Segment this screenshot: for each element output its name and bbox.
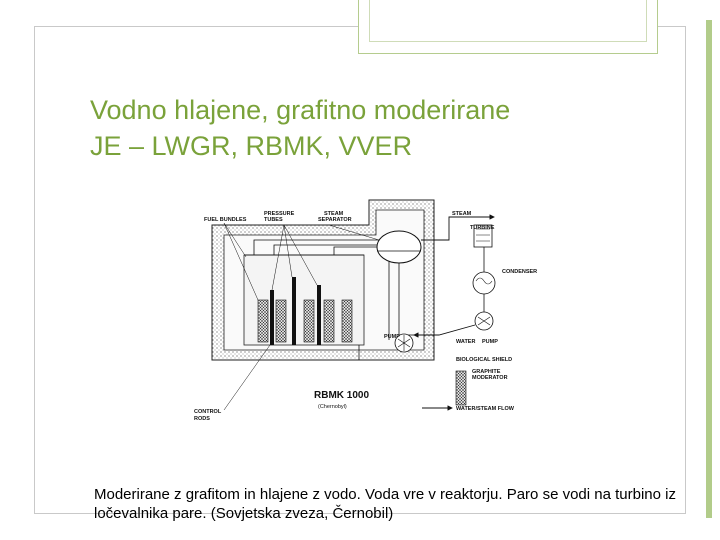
label-steam-separator-2: SEPARATOR [318,217,352,223]
rbmk-diagram [184,195,564,430]
decorative-tab-inner [369,0,647,42]
label-steam: STEAM [452,211,472,217]
label-pump-right: PUMP [482,339,498,345]
label-reactor-name: RBMK 1000 [314,390,370,401]
graphite-legend-swatch [456,371,466,405]
label-water-steam-flow: WATER/STEAM FLOW [456,406,514,412]
label-control-rods-2: RODS [194,416,210,422]
label-pump-left: PUMP [384,334,400,340]
slide-caption: Moderirane z grafitom in hlajene z vodo. Voda vre v reaktorju. Paro se vodi na turbino iz ločevalnika pare. (Sovjetska zveza, Černobil) [94,486,676,522]
label-graphite-moderator-2: MODERATOR [472,375,508,381]
slide-title: Vodno hlajene, grafitno moderirane JE – LWGR, RBMK, VVER [90,95,511,161]
label-biological-shield: BIOLOGICAL SHIELD [456,357,513,363]
label-pressure-tubes-1: PRESSURE [264,211,295,217]
condenser [473,247,495,294]
label-graphite-moderator-1: GRAPHITE [472,369,501,375]
label-pressure-tubes-2: TUBES [264,217,283,223]
label-steam-separator-1: STEAM [324,211,344,217]
label-fuel-bundles: FUEL BUNDLES [204,217,247,223]
label-turbine: TURBINE [470,225,495,231]
label-control-rods-1: CONTROL [194,409,222,415]
label-condenser: CONDENSER [502,269,538,275]
label-reactor-location: (Chernobyl) [318,404,347,410]
decorative-tab [358,0,658,54]
label-water: WATER [456,339,476,345]
steam-separator [377,231,421,263]
accent-bar [706,20,712,518]
